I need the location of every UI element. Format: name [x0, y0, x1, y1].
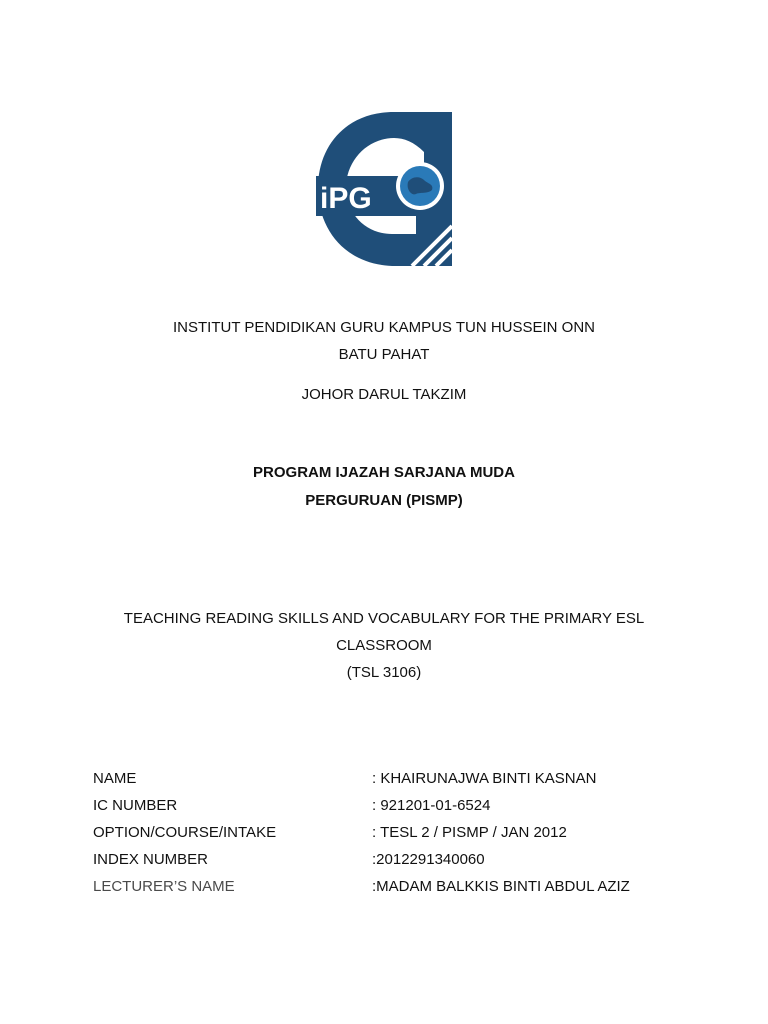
program-title-line2: PERGURUAN (PISMP) — [305, 492, 463, 509]
lecturer-name-label: LECTURER’S NAME — [93, 878, 235, 895]
name-label: NAME — [93, 770, 137, 787]
institute-name: INSTITUT PENDIDIKAN GURU KAMPUS TUN HUSSEIN ONN — [173, 319, 595, 336]
index-number-value: :2012291340060 — [372, 851, 485, 868]
logo-text: iPG — [320, 182, 372, 215]
city-name: BATU PAHAT — [338, 346, 430, 363]
ic-number-value: : 921201-01-6524 — [372, 797, 491, 814]
index-number-label: INDEX NUMBER — [93, 851, 209, 868]
state-name: JOHOR DARUL TAKZIM — [301, 386, 467, 403]
name-value: : KHAIRUNAJWA BINTI KASNAN — [372, 770, 597, 787]
ipg-logo — [316, 110, 452, 266]
option-course-intake-value: : TESL 2 / PISMP / JAN 2012 — [372, 824, 567, 841]
course-code: (TSL 3106) — [346, 664, 422, 681]
program-title-line1: PROGRAM IJAZAH SARJANA MUDA — [253, 464, 515, 481]
ic-number-label: IC NUMBER — [93, 797, 178, 814]
lecturer-name-value: :MADAM BALKKIS BINTI ABDUL AZIZ — [372, 878, 630, 895]
option-course-intake-label: OPTION/COURSE/INTAKE — [93, 824, 277, 841]
course-title-line2: CLASSROOM — [336, 637, 432, 654]
course-title-line1: TEACHING READING SKILLS AND VOCABULARY FOR THE PRIMARY ESL — [123, 610, 645, 627]
